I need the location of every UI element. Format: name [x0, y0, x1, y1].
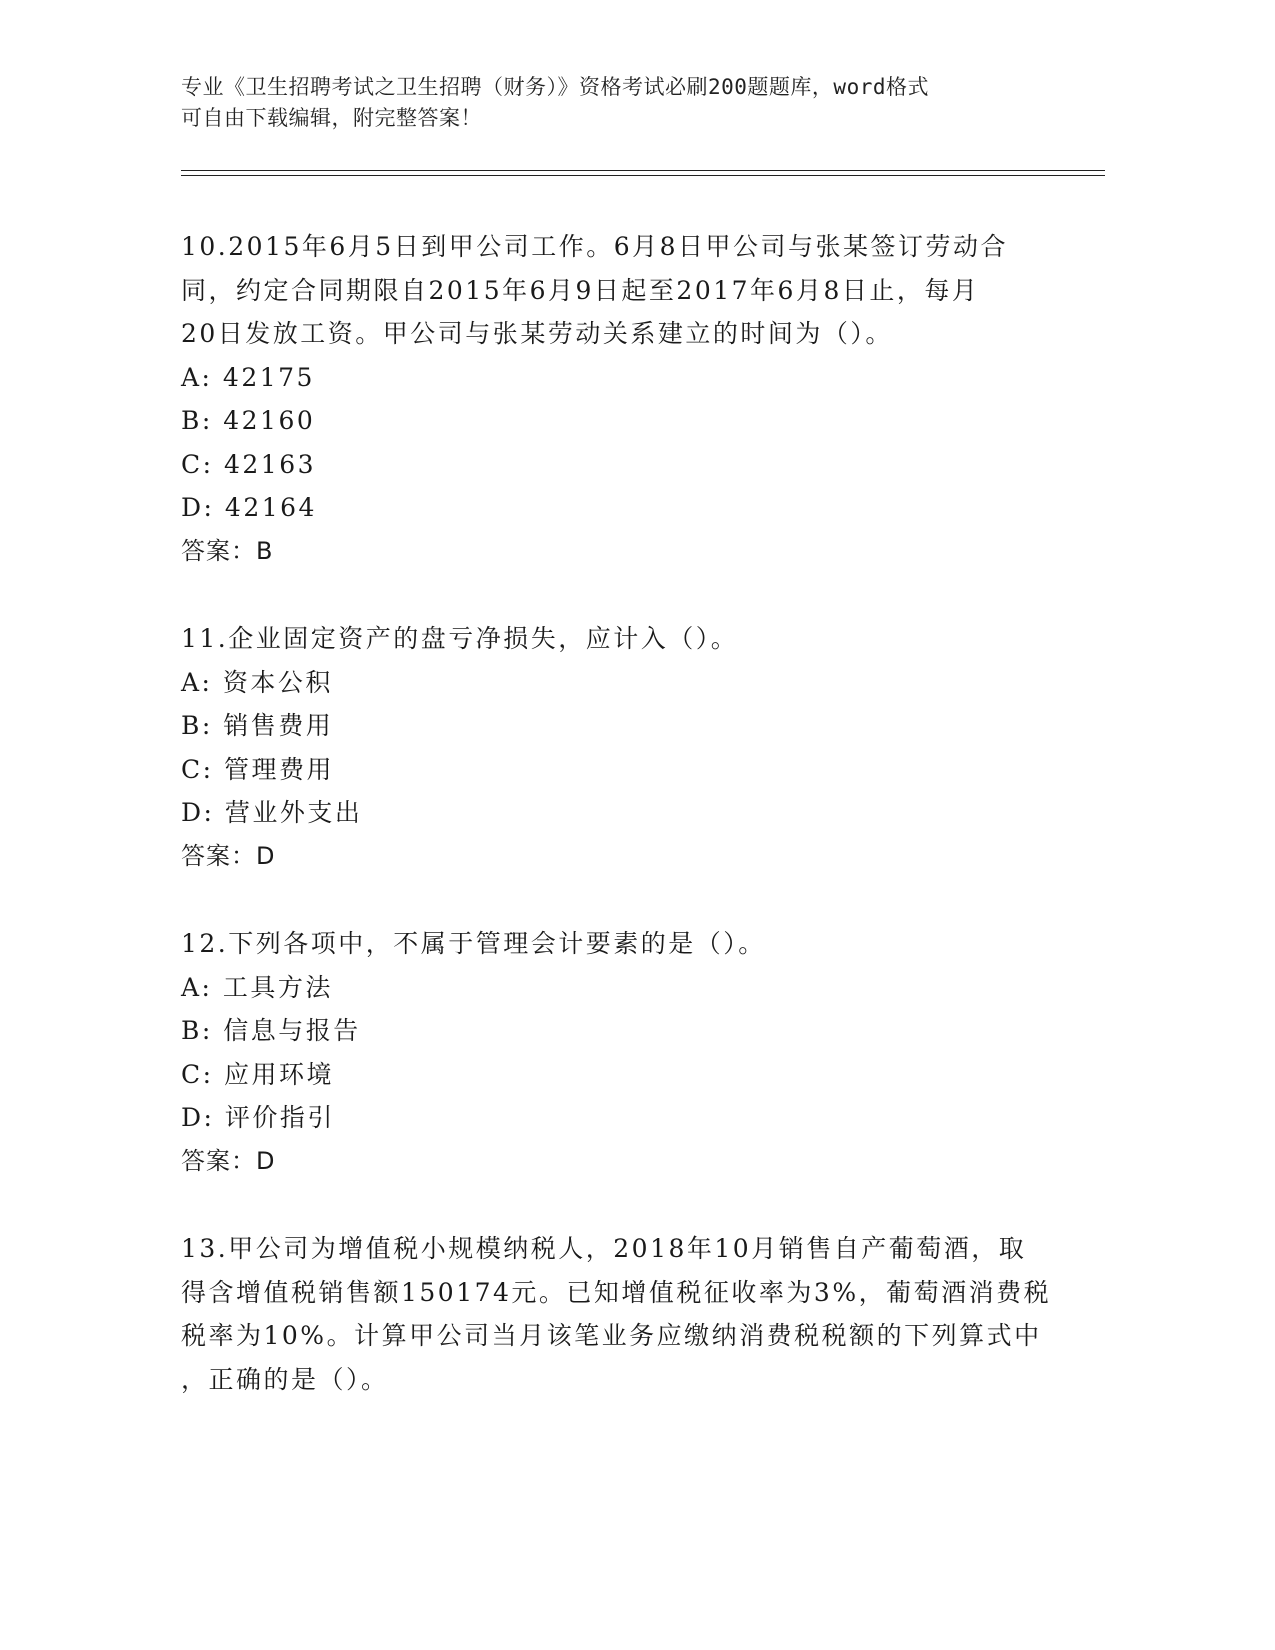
answer: 答案：D	[181, 841, 276, 870]
question-stem-line: 同，约定合同期限自2015年6月9日起至2017年6月8日止，每月	[181, 275, 980, 305]
question-12	[181, 922, 1071, 1183]
option-c: C: 42163	[181, 449, 317, 479]
option-b: B: 信息与报告	[181, 1016, 361, 1045]
question-stem-line: 20日发放工资。甲公司与张某劳动关系建立的时间为（）。	[181, 319, 893, 348]
option-a: A: 资本公积	[181, 667, 333, 697]
question-stem-line: 13.甲公司为增值税小规模纳税人，2018年10月销售自产葡萄酒，取	[181, 1234, 1027, 1263]
question-stem-line: 12.下列各项中，不属于管理会计要素的是（）。	[181, 929, 766, 958]
option-b: B: 42160	[181, 406, 316, 435]
header-line-2: 可自由下载编辑，附完整答案！	[181, 106, 482, 130]
question-stem-line: 11.企业固定资产的盘亏净损失，应计入（）。	[181, 624, 739, 653]
option-a: A: 42175	[181, 362, 315, 392]
question-stem-line: 10.2015年6月5日到甲公司工作。6月8日甲公司与张某签订劳动合	[181, 232, 1009, 261]
option-a: A: 工具方法	[181, 972, 333, 1002]
option-d: D: 评价指引	[181, 1103, 335, 1132]
question-stem-line: 税率为10%。计算甲公司当月该笔业务应缴纳消费税税额的下列算式中	[181, 1321, 1042, 1350]
option-c: C: 管理费用	[181, 754, 334, 784]
document-header	[181, 72, 1061, 134]
answer: 答案：B	[181, 536, 274, 565]
question-list	[181, 225, 1071, 1401]
question-13	[181, 1227, 1071, 1401]
header-divider-bottom	[181, 175, 1105, 176]
question-11	[181, 617, 1071, 878]
question-stem-line: 得含增值税销售额150174元。已知增值税征收率为3%，葡萄酒消费税	[181, 1277, 1052, 1307]
option-d: D: 42164	[181, 493, 317, 522]
option-d: D: 营业外支出	[181, 798, 363, 827]
question-10	[181, 225, 1071, 573]
header-divider-top	[181, 170, 1105, 171]
option-b: B: 销售费用	[181, 711, 334, 740]
question-stem-line: ，正确的是（）。	[181, 1364, 389, 1394]
answer: 答案：D	[181, 1146, 276, 1175]
option-c: C: 应用环境	[181, 1059, 334, 1089]
header-line-1: 专业《卫生招聘考试之卫生招聘（财务）》资格考试必刷200题题库，word格式	[181, 75, 929, 99]
